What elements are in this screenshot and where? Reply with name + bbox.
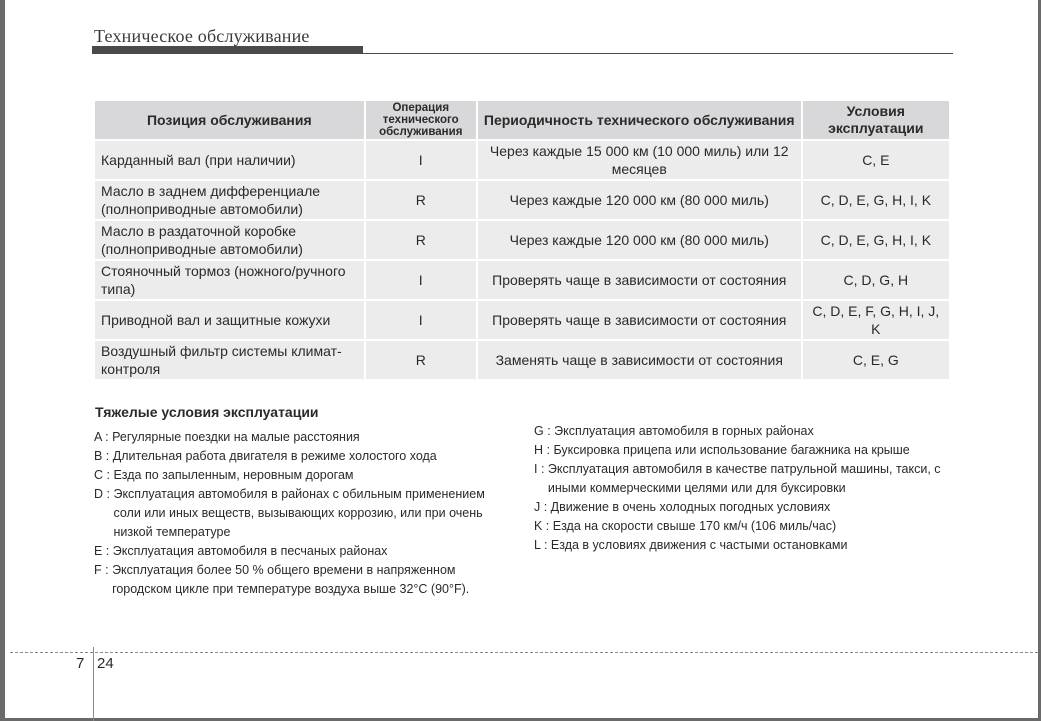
cell-conditions: C, D, E, G, H, I, K	[803, 221, 949, 259]
condition-letter: I :	[534, 462, 548, 476]
condition-letter: J :	[534, 500, 551, 514]
condition-text: Езда в условиях движения с частыми остановками	[550, 538, 848, 552]
cell-interval: Через каждые 120 000 км (80 000 миль)	[478, 221, 801, 259]
condition-letter: C :	[94, 468, 114, 482]
cell-position: Стояночный тормоз (ножного/ручного типа)	[95, 261, 364, 299]
list-item	[534, 517, 964, 536]
table-row	[95, 221, 949, 259]
list-item	[94, 466, 514, 485]
list-item	[534, 441, 964, 460]
conditions-list-right	[534, 422, 964, 555]
cell-conditions: C, E	[803, 141, 949, 179]
cell-interval: Заменять чаще в зависимости от состояния	[478, 341, 801, 379]
cell-conditions: C, D, E, G, H, I, K	[803, 181, 949, 219]
condition-text: Буксировка прицепа или использование багажника на крыше	[553, 443, 910, 457]
page-number: 24	[97, 655, 114, 672]
condition-text: Регулярные поездки на малые расстояния	[112, 430, 360, 444]
condition-text: Длительная работа двигателя в режиме холостого хода	[112, 449, 437, 463]
condition-text: Эксплуатация автомобиля в песчаных районах	[112, 544, 388, 558]
table-row	[95, 261, 949, 299]
conditions-title: Тяжелые условия эксплуатации	[95, 404, 319, 420]
condition-letter: E :	[94, 544, 113, 558]
cell-conditions: C, D, G, H	[803, 261, 949, 299]
list-item	[534, 460, 964, 498]
condition-letter: F :	[94, 563, 113, 577]
condition-letter: G :	[534, 424, 555, 438]
condition-letter: D :	[94, 487, 114, 501]
section-title: Техническое обслуживание	[94, 26, 310, 46]
list-item	[94, 485, 514, 542]
condition-letter: K :	[534, 519, 553, 533]
cell-operation: R	[366, 221, 476, 259]
list-item	[534, 422, 964, 441]
page-frame-left	[0, 0, 5, 721]
cell-operation: I	[366, 141, 476, 179]
cell-conditions: C, D, E, F, G, H, I, J, K	[803, 301, 949, 339]
list-item	[534, 536, 964, 555]
cell-interval: Проверять чаще в зависимости от состояния	[478, 301, 801, 339]
cell-operation: R	[366, 341, 476, 379]
condition-letter: A :	[94, 430, 113, 444]
cell-position: Масло в раздаточной коробке (полноприводные автомобили)	[95, 221, 364, 259]
condition-text: Езда на скорости свыше 170 км/ч (106 миль/час)	[552, 519, 837, 533]
cell-position: Приводной вал и защитные кожухи	[95, 301, 364, 339]
maintenance-table	[93, 99, 951, 381]
title-underline-bar	[92, 46, 363, 54]
list-item	[94, 561, 514, 599]
list-item	[94, 428, 514, 447]
cell-interval: Через каждые 15 000 км (10 000 миль) или 12 месяцев	[478, 141, 801, 179]
table-row	[95, 141, 949, 179]
condition-text: Эксплуатация автомобиля в качестве патрульной машины, такси, с иными коммерческими целями или для буксировки	[547, 462, 941, 495]
chapter-number: 7	[76, 655, 85, 672]
cell-position: Масло в заднем дифференциале (полноприводные автомобили)	[95, 181, 364, 219]
list-item	[534, 498, 964, 517]
condition-text: Эксплуатация более 50 % общего времени в напряженном городском цикле при температуре воздуха выше 32°C (90°F).	[112, 563, 470, 596]
cell-interval: Проверять чаще в зависимости от состояния	[478, 261, 801, 299]
condition-letter: L :	[534, 538, 551, 552]
cell-operation: I	[366, 301, 476, 339]
footer-dashed-rule	[10, 652, 1038, 653]
table-row	[95, 341, 949, 379]
cell-position: Воздушный фильтр системы климат-контроля	[95, 341, 364, 379]
condition-text: Эксплуатация автомобиля в горных районах	[554, 424, 814, 438]
table-row	[95, 301, 949, 339]
footer-divider	[93, 647, 94, 721]
header-position: Позиция обслуживания	[95, 101, 364, 139]
title-rule	[363, 53, 953, 54]
conditions-list-left	[94, 428, 514, 599]
table-header-row	[95, 101, 949, 139]
table-row	[95, 181, 949, 219]
condition-letter: B :	[94, 449, 113, 463]
header-interval: Периодичность технического обслуживания	[478, 101, 801, 139]
cell-operation: R	[366, 181, 476, 219]
header-operation: Операция технического обслуживания	[366, 101, 476, 139]
condition-letter: H :	[534, 443, 554, 457]
list-item	[94, 542, 514, 561]
cell-interval: Через каждые 120 000 км (80 000 миль)	[478, 181, 801, 219]
condition-text: Эксплуатация автомобиля в районах с обильным применением соли или иных веществ, вызывающих коррозию, или при очень низкой температуре	[113, 487, 485, 539]
header-conditions: Условия эксплуатации	[803, 101, 949, 139]
condition-text: Езда по запыленным, неровным дорогам	[113, 468, 354, 482]
list-item	[94, 447, 514, 466]
cell-position: Карданный вал (при наличии)	[95, 141, 364, 179]
cell-operation: I	[366, 261, 476, 299]
condition-text: Движение в очень холодных погодных условиях	[550, 500, 831, 514]
cell-conditions: C, E, G	[803, 341, 949, 379]
